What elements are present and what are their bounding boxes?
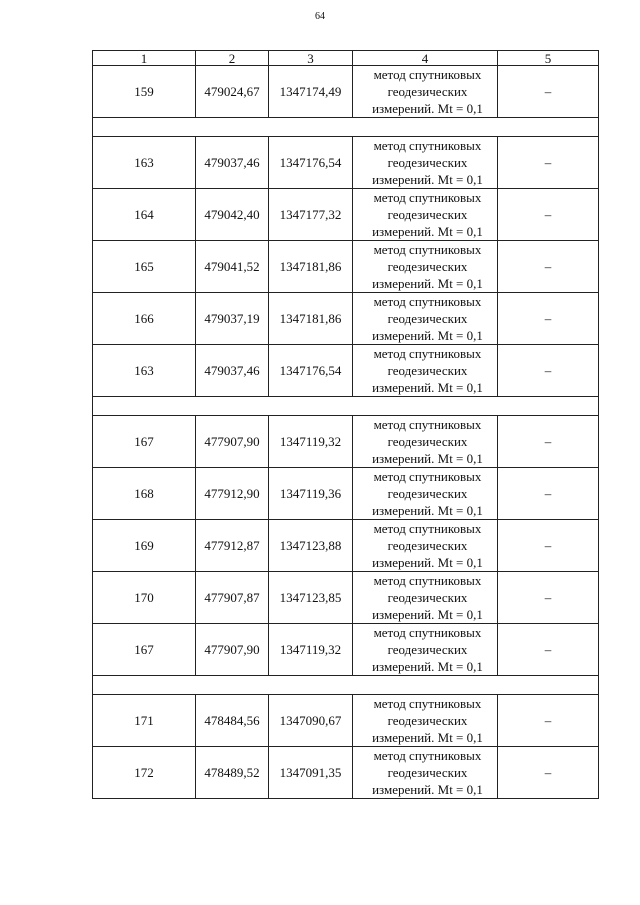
method-line: измерений. Mt = 0,1: [372, 380, 483, 395]
y-coordinate-cell: 1347119,32: [269, 416, 353, 468]
method-line: метод спутниковых: [373, 67, 482, 82]
method-cell: [353, 345, 498, 397]
method-line: геодезических: [387, 538, 468, 553]
table-body: [93, 51, 599, 799]
x-coordinate-cell: 477907,87: [196, 572, 269, 624]
group-separator-row: [93, 118, 599, 137]
point-number-cell: 165: [93, 241, 196, 293]
method-line: геодезических: [387, 590, 468, 605]
method-line: геодезических: [387, 311, 468, 326]
note-cell: –: [498, 572, 599, 624]
method-line: метод спутниковых: [373, 138, 482, 153]
method-line: геодезических: [387, 434, 468, 449]
group-separator-row: [93, 676, 599, 695]
coordinates-table: [92, 50, 599, 799]
point-number-cell: 167: [93, 416, 196, 468]
method-line: измерений. Mt = 0,1: [372, 730, 483, 745]
group-separator-row: [93, 397, 599, 416]
method-line: метод спутниковых: [373, 242, 482, 257]
x-coordinate-cell: 477912,90: [196, 468, 269, 520]
method-line: метод спутниковых: [373, 190, 482, 205]
table-row: [93, 416, 599, 468]
method-line: метод спутниковых: [373, 294, 482, 309]
point-number-cell: 159: [93, 66, 196, 118]
method-line: геодезических: [387, 207, 468, 222]
method-line: измерений. Mt = 0,1: [372, 451, 483, 466]
table-row: [93, 241, 599, 293]
method-line: измерений. Mt = 0,1: [372, 659, 483, 674]
column-header-2: 2: [196, 51, 269, 66]
point-number-cell: 168: [93, 468, 196, 520]
x-coordinate-cell: 477907,90: [196, 416, 269, 468]
method-cell: [353, 416, 498, 468]
y-coordinate-cell: 1347181,86: [269, 293, 353, 345]
method-line: метод спутниковых: [373, 417, 482, 432]
table-row: [93, 345, 599, 397]
header-row: [93, 51, 599, 66]
point-number-cell: 171: [93, 695, 196, 747]
y-coordinate-cell: 1347123,88: [269, 520, 353, 572]
method-line: геодезических: [387, 486, 468, 501]
table-row: [93, 293, 599, 345]
y-coordinate-cell: 1347174,49: [269, 66, 353, 118]
method-line: измерений. Mt = 0,1: [372, 555, 483, 570]
table-row: [93, 572, 599, 624]
x-coordinate-cell: 477912,87: [196, 520, 269, 572]
method-cell: [353, 747, 498, 799]
page-number: 64: [315, 11, 325, 22]
point-number-cell: 163: [93, 345, 196, 397]
note-cell: –: [498, 189, 599, 241]
method-cell: [353, 189, 498, 241]
table-row: [93, 520, 599, 572]
y-coordinate-cell: 1347176,54: [269, 137, 353, 189]
table-row: [93, 66, 599, 118]
table-row: [93, 624, 599, 676]
method-line: метод спутниковых: [373, 696, 482, 711]
table-row: [93, 189, 599, 241]
method-line: метод спутниковых: [373, 625, 482, 640]
method-line: измерений. Mt = 0,1: [372, 782, 483, 797]
method-line: измерений. Mt = 0,1: [372, 224, 483, 239]
table-row: [93, 695, 599, 747]
method-cell: [353, 66, 498, 118]
method-line: метод спутниковых: [373, 573, 482, 588]
column-header-4: 4: [353, 51, 498, 66]
method-line: метод спутниковых: [373, 748, 482, 763]
y-coordinate-cell: 1347176,54: [269, 345, 353, 397]
column-header-3: 3: [269, 51, 353, 66]
y-coordinate-cell: 1347177,32: [269, 189, 353, 241]
point-number-cell: 170: [93, 572, 196, 624]
table-row: [93, 747, 599, 799]
point-number-cell: 164: [93, 189, 196, 241]
x-coordinate-cell: 477907,90: [196, 624, 269, 676]
note-cell: –: [498, 520, 599, 572]
note-cell: –: [498, 137, 599, 189]
point-number-cell: 169: [93, 520, 196, 572]
note-cell: –: [498, 293, 599, 345]
method-line: метод спутниковых: [373, 346, 482, 361]
method-cell: [353, 520, 498, 572]
note-cell: –: [498, 66, 599, 118]
note-cell: –: [498, 345, 599, 397]
y-coordinate-cell: 1347123,85: [269, 572, 353, 624]
method-cell: [353, 695, 498, 747]
method-line: измерений. Mt = 0,1: [372, 172, 483, 187]
x-coordinate-cell: 479041,52: [196, 241, 269, 293]
group-separator-cell: [93, 676, 599, 695]
method-cell: [353, 293, 498, 345]
method-cell: [353, 624, 498, 676]
column-header-1: 1: [93, 51, 196, 66]
method-line: геодезических: [387, 642, 468, 657]
group-separator-cell: [93, 397, 599, 416]
method-line: измерений. Mt = 0,1: [372, 503, 483, 518]
y-coordinate-cell: 1347181,86: [269, 241, 353, 293]
x-coordinate-cell: 478484,56: [196, 695, 269, 747]
method-line: геодезических: [387, 765, 468, 780]
x-coordinate-cell: 479037,19: [196, 293, 269, 345]
note-cell: –: [498, 747, 599, 799]
method-line: измерений. Mt = 0,1: [372, 101, 483, 116]
y-coordinate-cell: 1347091,35: [269, 747, 353, 799]
method-line: геодезических: [387, 713, 468, 728]
group-separator-cell: [93, 118, 599, 137]
method-line: измерений. Mt = 0,1: [372, 328, 483, 343]
note-cell: –: [498, 624, 599, 676]
y-coordinate-cell: 1347119,32: [269, 624, 353, 676]
method-cell: [353, 241, 498, 293]
note-cell: –: [498, 416, 599, 468]
point-number-cell: 172: [93, 747, 196, 799]
method-cell: [353, 572, 498, 624]
table-row: [93, 468, 599, 520]
y-coordinate-cell: 1347090,67: [269, 695, 353, 747]
note-cell: –: [498, 695, 599, 747]
method-line: измерений. Mt = 0,1: [372, 607, 483, 622]
x-coordinate-cell: 479042,40: [196, 189, 269, 241]
method-line: измерений. Mt = 0,1: [372, 276, 483, 291]
point-number-cell: 163: [93, 137, 196, 189]
table-row: [93, 137, 599, 189]
x-coordinate-cell: 479037,46: [196, 345, 269, 397]
y-coordinate-cell: 1347119,36: [269, 468, 353, 520]
point-number-cell: 167: [93, 624, 196, 676]
method-cell: [353, 468, 498, 520]
method-line: геодезических: [387, 259, 468, 274]
method-line: геодезических: [387, 84, 468, 99]
x-coordinate-cell: 478489,52: [196, 747, 269, 799]
point-number-cell: 166: [93, 293, 196, 345]
method-line: геодезических: [387, 363, 468, 378]
x-coordinate-cell: 479037,46: [196, 137, 269, 189]
note-cell: –: [498, 241, 599, 293]
note-cell: –: [498, 468, 599, 520]
method-line: геодезических: [387, 155, 468, 170]
method-line: метод спутниковых: [373, 469, 482, 484]
column-header-5: 5: [498, 51, 599, 66]
method-line: метод спутниковых: [373, 521, 482, 536]
x-coordinate-cell: 479024,67: [196, 66, 269, 118]
method-cell: [353, 137, 498, 189]
